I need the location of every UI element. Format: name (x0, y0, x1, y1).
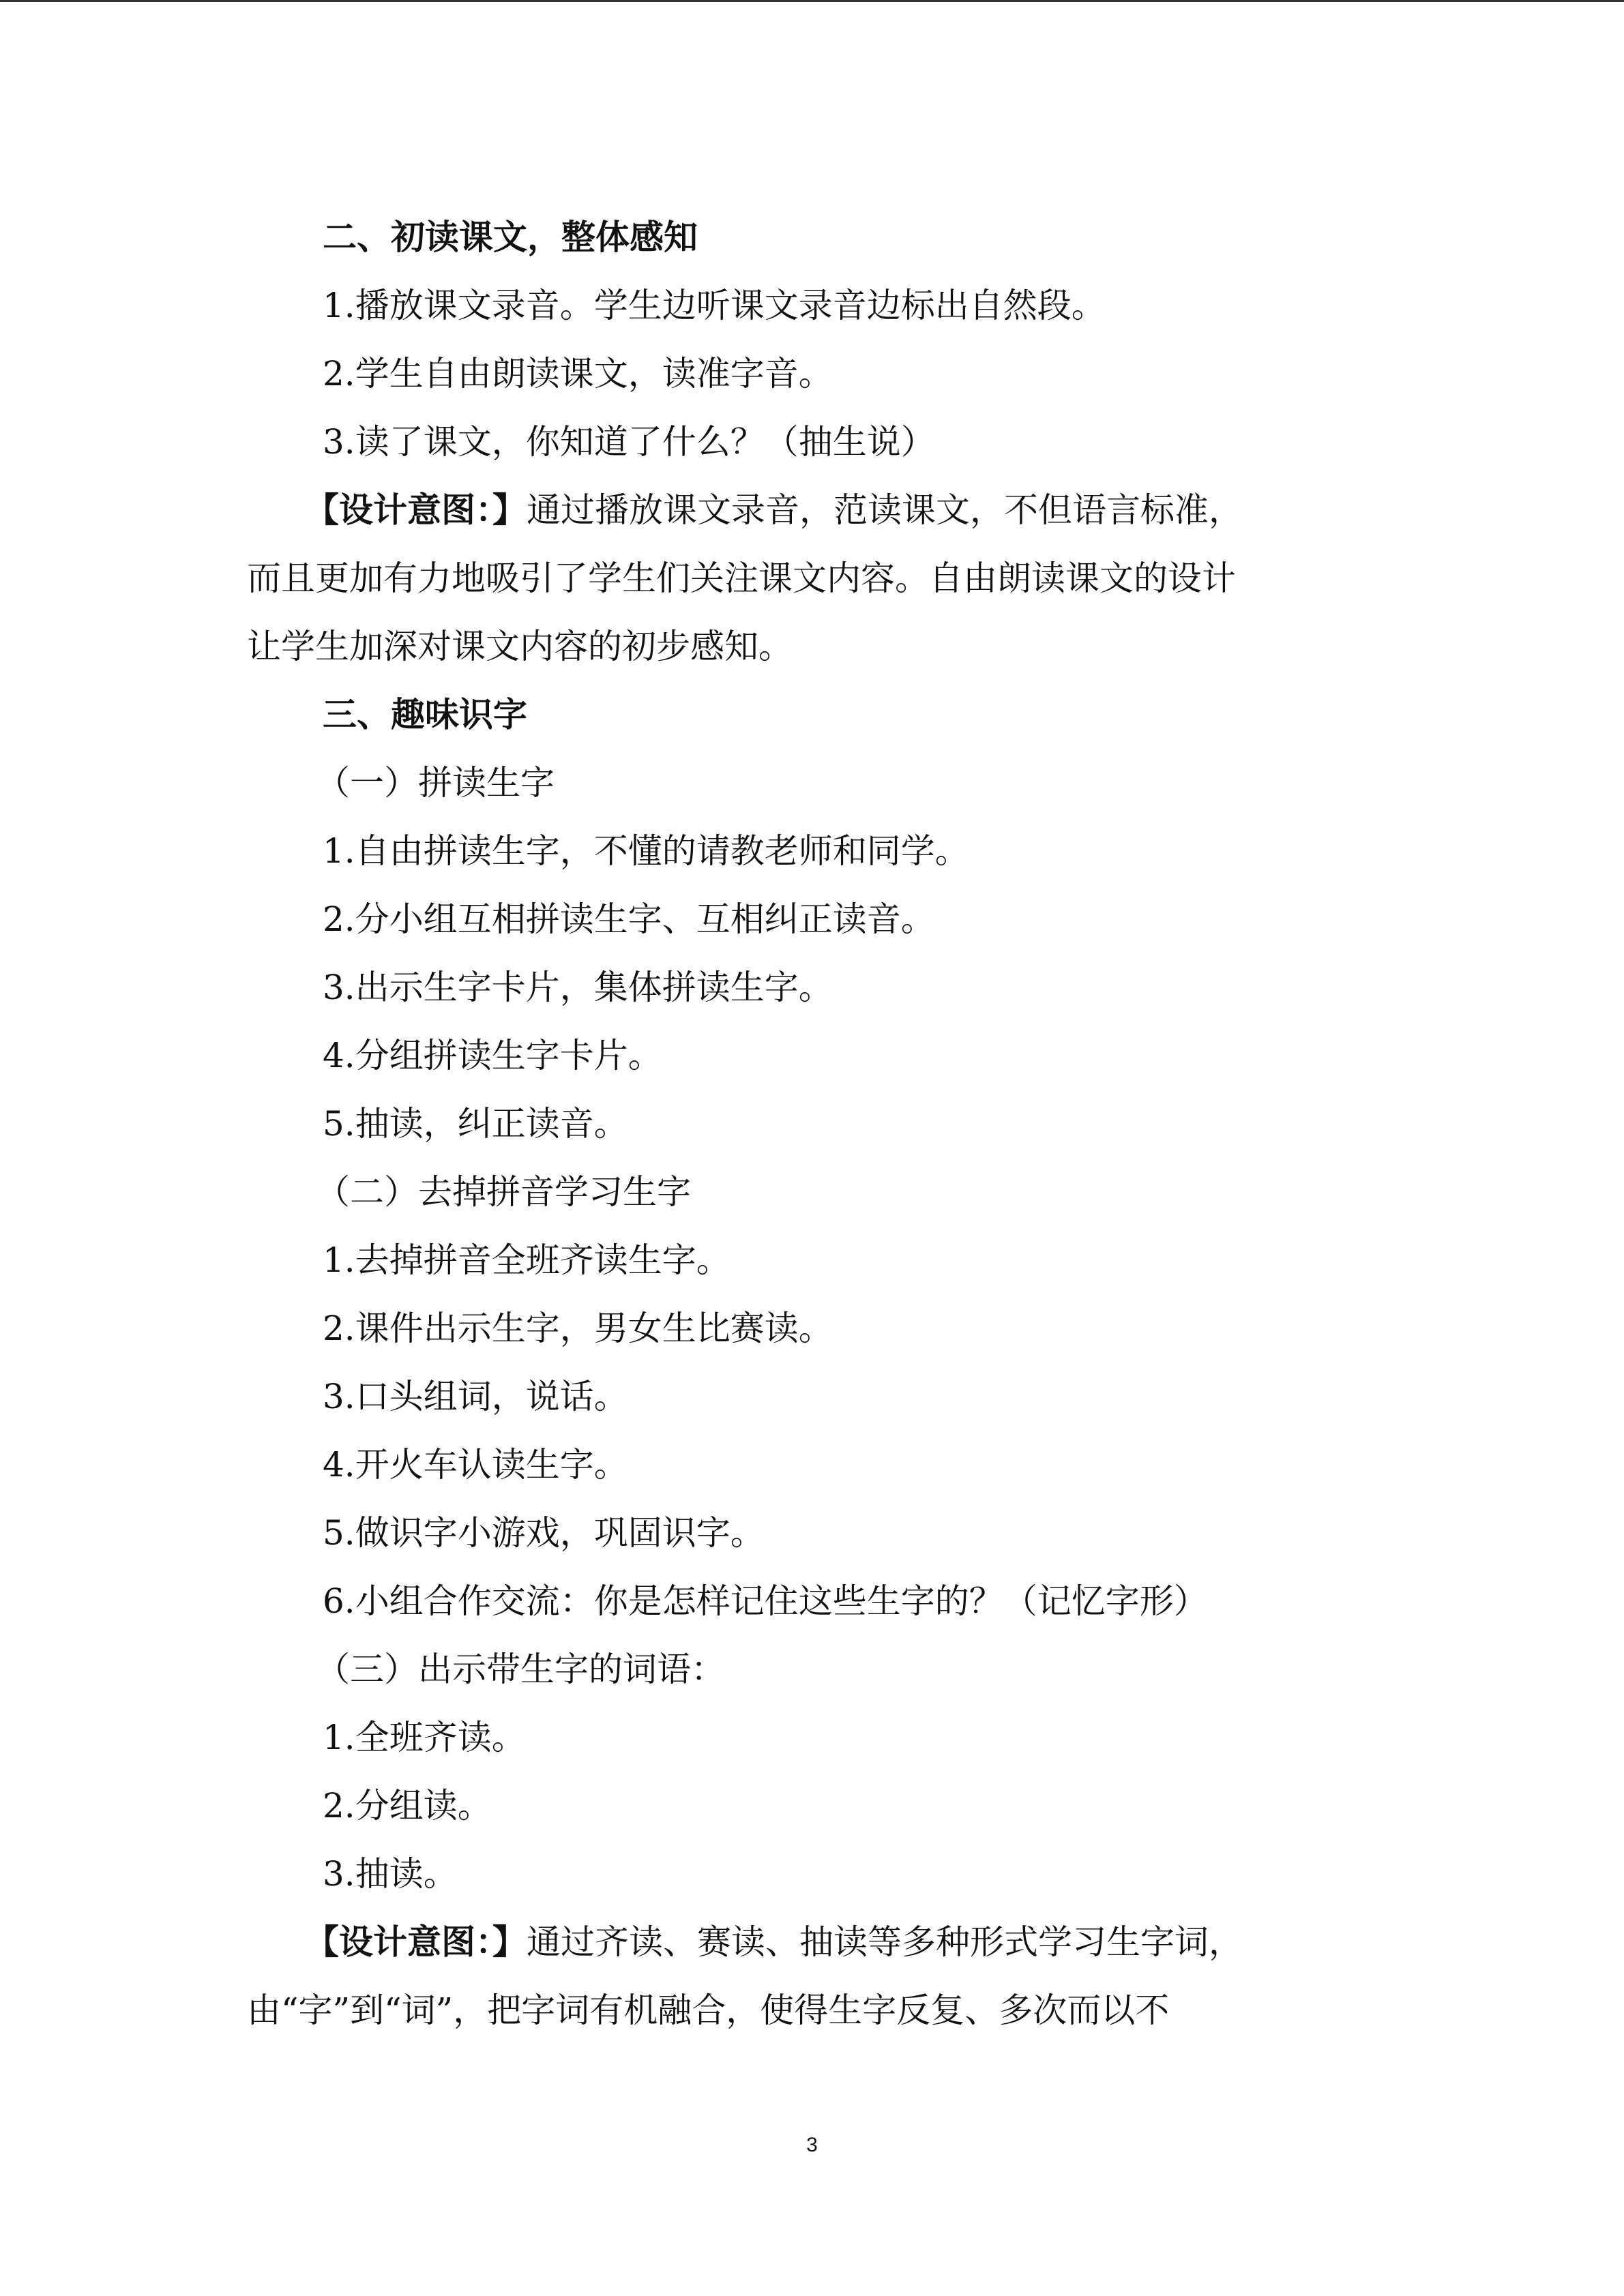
design-intent-text: 由“字”到“词”，把字词有机融合，使得生字反复、多次而以不 (247, 1991, 1170, 2030)
design-intent-text: 通过齐读、赛读、抽读等多种形式学习生字词， (527, 1922, 1243, 1962)
list-item: 3.口头组词，说话。 (323, 1377, 628, 1416)
design-intent-paragraph (305, 490, 1342, 531)
design-intent-label: 【设计意图：】 (305, 490, 527, 530)
page-number: 3 (806, 2134, 818, 2156)
list-item: 1.播放课文录音。学生边听课文录音边标出自然段。 (323, 286, 1106, 325)
design-intent-paragraph (305, 1922, 1342, 1963)
list-item: 2.分组读。 (323, 1786, 492, 1825)
list-item: 2.课件出示生字，男女生比赛读。 (323, 1309, 833, 1348)
list-item: 2.学生自由朗读课文，读准字音。 (323, 354, 833, 393)
section-heading: 三、趣味识字 (323, 694, 527, 734)
subsection-title: （二）去掉拼音学习生字 (316, 1172, 691, 1212)
list-item: 1.去掉拼音全班齐读生字。 (323, 1240, 730, 1280)
list-item: 1.自由拼读生字，不懂的请教老师和同学。 (323, 831, 969, 871)
list-item: 3.读了课文，你知道了什么？（抽生说） (323, 422, 935, 462)
design-intent-text: 而且更加有力地吸引了学生们关注课文内容。自由朗读课文的设计 (247, 558, 1236, 598)
list-item: 4.分组拼读生字卡片。 (323, 1036, 662, 1075)
subsection-title: （一）拼读生字 (316, 763, 555, 803)
list-item: 5.抽读，纠正读音。 (323, 1104, 628, 1144)
design-intent-label: 【设计意图：】 (305, 1922, 527, 1962)
list-item: 3.出示生字卡片，集体拼读生字。 (323, 968, 833, 1007)
design-intent-text: 让学生加深对课文内容的初步感知。 (247, 627, 793, 666)
list-item: 1.全班齐读。 (323, 1718, 526, 1757)
subsection-title: （三）出示带生字的词语： (316, 1650, 725, 1689)
list-item: 2.分小组互相拼读生字、互相纠正读音。 (323, 899, 935, 939)
list-item: 3.抽读。 (323, 1854, 458, 1894)
section-heading: 二、初读课文，整体感知 (323, 217, 698, 257)
list-item: 6.小组合作交流：你是怎样记住这些生字的？（记忆字形） (323, 1581, 1208, 1621)
list-item: 4.开火车认读生字。 (323, 1445, 628, 1485)
list-item: 5.做识字小游戏，巩固识字。 (323, 1513, 765, 1553)
design-intent-text: 通过播放课文录音，范读课文，不但语言标准， (527, 490, 1243, 530)
